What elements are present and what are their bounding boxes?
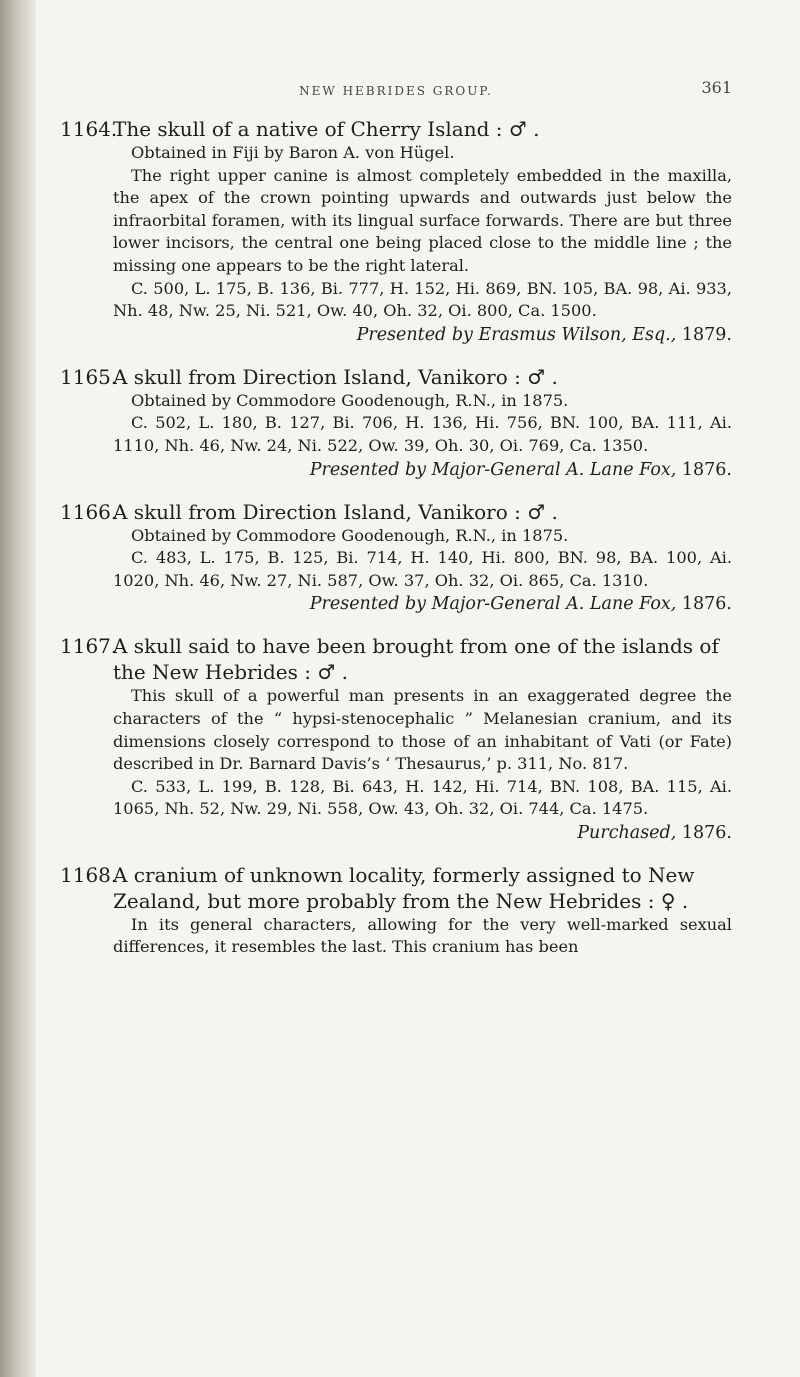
entry-provenance <box>113 821 732 845</box>
entry-number: 1165. <box>60 364 118 389</box>
entry-provenance <box>113 592 732 616</box>
provenance-year: 1879. <box>681 324 732 345</box>
entry-number: 1166. <box>60 499 118 524</box>
entry-description: This skull of a powerful man presents in an exaggerated degree the characters of the “ hypsi-stenocephalic ” Melanesian cranium, and its dimensions closely correspond to those of an inhabitant of Vati (or Fate) described in Dr. Barnard Davis’s ‘ Thesaurus,’ p. 311, No. 817. <box>113 686 732 774</box>
entry-measurements: C. 500, L. 175, B. 136, Bi. 777, H. 152, Hi. 869, BN. 105, BA. 98, Ai. 933, Nh. 48, Nw. 25, Ni. 521, Ow. 40, Oh. 32, Oi. 800, Ca. 1500. <box>113 278 732 321</box>
provenance-text: Purchased, <box>577 822 677 843</box>
entry-number: 1164. <box>60 117 118 141</box>
entry-measurements: C. 502, L. 180, B. 127, Bi. 706, H. 136, Hi. 756, BN. 100, BA. 111, Ai. 1110, Nh. 46, Nw. 24, Ni. 522, Ow. 39, Oh. 30, Oi. 769, Ca. 1350. <box>113 413 732 455</box>
page-body <box>60 108 732 976</box>
entry-measurements: C. 483, L. 175, B. 125, Bi. 714, H. 140, Hi. 800, BN. 98, BA. 100, Ai. 1020, Nh. 46, Nw. 27, Ni. 587, Ow. 37, Oh. 32, Oi. 865, Ca. 1310. <box>113 548 732 590</box>
catalogue-entry <box>60 862 732 959</box>
page-number: 361 <box>701 78 732 97</box>
running-head-title: NEW HEBRIDES GROUP. <box>299 84 493 98</box>
entry-title: A skull said to have been brought from one of the islands of the New Hebrides : ♂ . <box>113 634 719 685</box>
catalogue-entry <box>60 364 732 482</box>
provenance-year: 1876. <box>681 822 732 843</box>
entry-title: A skull from Direction Island, Vanikoro : ♂ . <box>113 499 558 524</box>
entry-obtained: Obtained by Commodore Goodenough, R.N., in 1875. <box>131 390 569 410</box>
entry-measurements: C. 533, L. 199, B. 128, Bi. 643, H. 142, Hi. 714, BN. 108, BA. 115, Ai. 1065, Nh. 52, Nw. 29, Ni. 558, Ow. 43, Oh. 32, Oi. 744, Ca. 1475. <box>113 776 732 819</box>
entry-description: In its general characters, allowing for the very well-marked sexual differences, it resembles the last. This cranium has been <box>113 914 732 957</box>
entry-description: The right upper canine is almost completely embedded in the maxilla, the apex of the crown pointing upwards and outwards just below the infraorbital foramen, with its lingual surface forwards. There are but three lower incisors, the central one being placed close to the middle line ; the missing one appears to be the right lateral. <box>113 165 732 275</box>
entry-number: 1167. <box>60 634 118 659</box>
provenance-year: 1876. <box>681 594 732 615</box>
catalogue-entry <box>60 499 732 617</box>
entry-heading <box>60 499 732 525</box>
provenance-text: Presented by Erasmus Wilson, Esq., <box>356 324 677 345</box>
catalogue-entry <box>60 116 732 347</box>
entry-provenance <box>113 323 732 347</box>
provenance-text: Presented by Major-General A. Lane Fox, <box>309 459 677 480</box>
entry-heading <box>60 364 732 390</box>
entry-obtained: Obtained by Commodore Goodenough, R.N., in 1875. <box>131 525 569 545</box>
running-head <box>60 78 732 108</box>
entry-obtained: Obtained in Fiji by Baron A. von Hügel. <box>131 143 455 162</box>
entry-heading <box>60 633 732 685</box>
entry-title: A skull from Direction Island, Vanikoro : ♂ . <box>113 364 558 389</box>
page-binding-edge <box>0 0 36 1377</box>
entry-title: A cranium of unknown locality, formerly assigned to New Zealand, but more probably from the New Hebrides : ♀ . <box>113 862 695 913</box>
entry-provenance <box>113 458 732 482</box>
catalogue-entry <box>60 633 732 845</box>
entry-number: 1168. <box>60 862 118 887</box>
entry-heading <box>60 862 732 914</box>
entry-title: The skull of a native of Cherry Island : ♂ . <box>113 117 540 141</box>
provenance-year: 1876. <box>681 459 732 480</box>
provenance-text: Presented by Major-General A. Lane Fox, <box>309 594 677 615</box>
entry-heading <box>60 116 732 142</box>
